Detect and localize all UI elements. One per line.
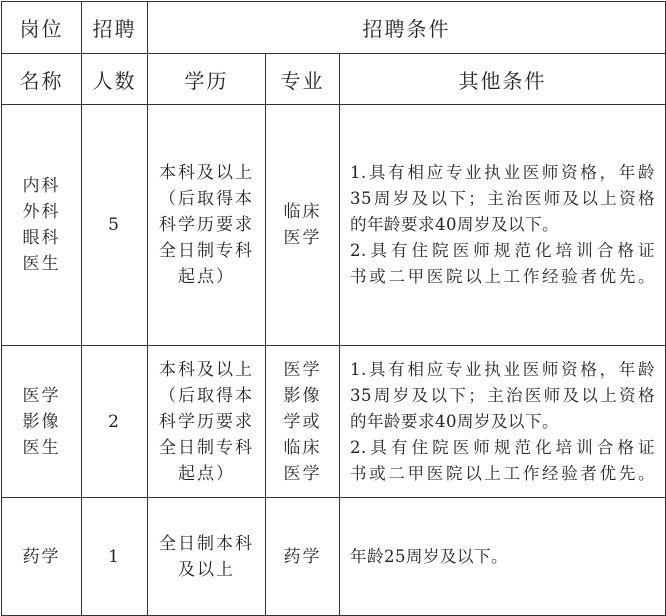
- education-line: 科学历要求: [159, 411, 254, 432]
- major-cell: [266, 346, 340, 498]
- position-cell: [2, 105, 82, 346]
- position-line: 影像: [22, 411, 61, 432]
- condition-line: 书或二甲医院以上工作经验者优先。: [350, 463, 656, 483]
- header-position-bottom: 名称: [2, 54, 82, 105]
- condition-line: 1.具有相应专业执业医师资格，年龄: [350, 163, 656, 182]
- major-cell: [266, 498, 340, 616]
- condition-line: 的年龄要求40周岁及以下。: [350, 411, 559, 431]
- major-line: 医学: [283, 463, 322, 484]
- major-line: 药学: [283, 546, 322, 567]
- education-line: 起点）: [178, 463, 235, 484]
- position-cell: [2, 346, 82, 498]
- education-cell: [148, 346, 266, 498]
- position-line: 药学: [22, 546, 61, 567]
- major-line: 临床: [283, 202, 322, 222]
- condition-line: 35周岁及以下；主治医师及以上资格: [350, 189, 656, 208]
- education-line: （后取得本: [159, 385, 254, 406]
- count-cell: 2: [82, 346, 148, 498]
- education-line: 本科及以上: [159, 359, 254, 380]
- other-conditions-cell: [340, 346, 666, 498]
- other-conditions-cell: [340, 498, 666, 616]
- condition-line: 1.具有相应专业执业医师资格，年龄: [350, 359, 656, 379]
- recruitment-table: [1, 1, 666, 616]
- header-row-1: [2, 2, 666, 54]
- education-cell: [148, 105, 266, 346]
- condition-line: 书或二甲医院以上工作经验者优先。: [350, 267, 656, 286]
- header-other: 其他条件: [340, 54, 666, 105]
- count-cell: 5: [82, 105, 148, 346]
- education-line: 全日制本科: [159, 533, 254, 554]
- other-conditions-cell: [340, 105, 666, 346]
- condition-line: 的年龄要求40周岁及以下。: [350, 215, 559, 234]
- header-count-bottom: 人数: [82, 54, 148, 105]
- position-line: 外科: [22, 202, 61, 222]
- position-line: 医生: [22, 254, 61, 274]
- education-line: 科学历要求: [159, 215, 254, 235]
- major-line: 影像: [283, 385, 322, 406]
- header-position-top: 岗位: [2, 2, 82, 54]
- education-line: 全日制专科: [159, 241, 254, 261]
- table-row: [2, 498, 666, 616]
- header-education: 学历: [148, 54, 266, 105]
- education-line: 起点）: [178, 267, 235, 287]
- position-line: 医学: [22, 385, 61, 406]
- condition-line: 35周岁及以下；主治医师及以上资格: [350, 385, 656, 405]
- major-line: 医学: [283, 228, 322, 248]
- position-cell: [2, 498, 82, 616]
- condition-line: 2.具有住院医师规范化培训合格证: [350, 241, 656, 260]
- education-line: （后取得本: [159, 189, 254, 209]
- condition-line: 年龄25周岁及以下。: [350, 546, 508, 566]
- major-line: 学或: [283, 411, 322, 432]
- education-cell: [148, 498, 266, 616]
- major-line: 临床: [283, 437, 322, 458]
- header-major: 专业: [266, 54, 340, 105]
- count-cell: 1: [82, 498, 148, 616]
- header-count-top: 招聘: [82, 2, 148, 54]
- education-line: 本科及以上: [159, 163, 254, 183]
- major-cell: [266, 105, 340, 346]
- education-line: 全日制专科: [159, 437, 254, 458]
- position-line: 眼科: [22, 228, 61, 248]
- major-line: 医学: [283, 359, 322, 380]
- condition-line: 2.具有住院医师规范化培训合格证: [350, 437, 656, 457]
- header-conditions: 招聘条件: [148, 2, 666, 54]
- position-line: 内科: [22, 176, 61, 196]
- education-line: 及以上: [178, 559, 235, 580]
- table-row: [2, 346, 666, 498]
- table-row: [2, 105, 666, 346]
- header-row-2: [2, 54, 666, 105]
- position-line: 医生: [22, 437, 61, 458]
